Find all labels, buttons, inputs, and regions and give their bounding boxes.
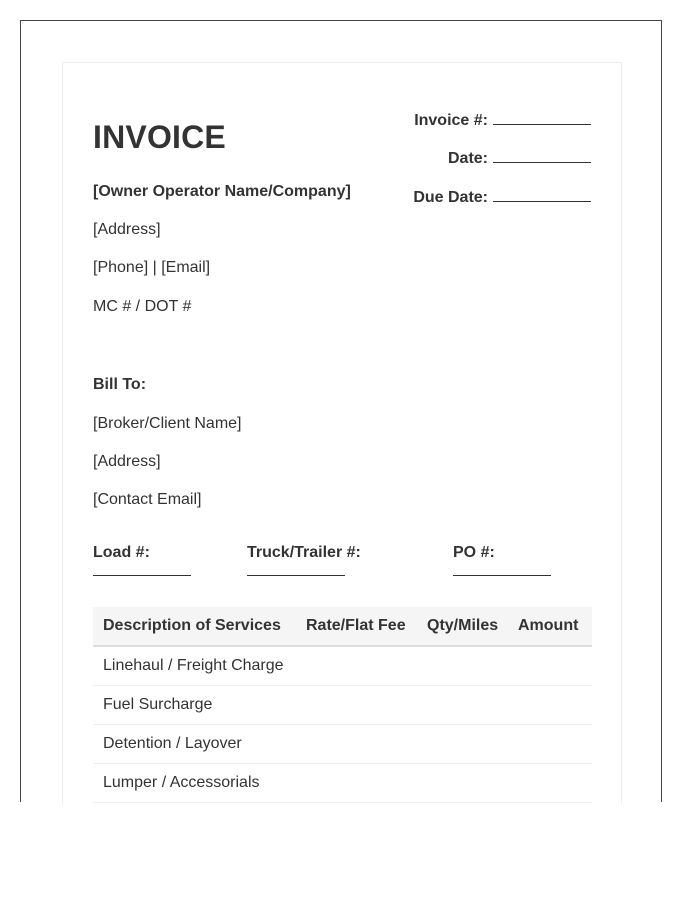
po-number-label: PO #:: [453, 544, 495, 561]
row-amount[interactable]: [509, 685, 592, 724]
due-date-label: Due Date:: [413, 189, 488, 206]
table-row: [93, 685, 592, 724]
row-rate[interactable]: [296, 685, 417, 724]
invoice-title: INVOICE: [93, 119, 226, 155]
col-header-description: Description of Services: [93, 607, 296, 646]
row-rate[interactable]: [296, 724, 417, 763]
bill-to-name: [Broker/Client Name]: [93, 415, 242, 432]
table-row: [93, 763, 592, 802]
row-rate[interactable]: [296, 763, 417, 802]
row-amount[interactable]: [509, 724, 592, 763]
col-header-amount: Amount: [509, 607, 592, 646]
row-qty[interactable]: [417, 763, 509, 802]
table-header-row: [93, 607, 592, 646]
bill-to-address: [Address]: [93, 453, 161, 470]
row-amount[interactable]: [509, 763, 592, 802]
truck-trailer-field[interactable]: [247, 575, 345, 576]
row-rate[interactable]: [296, 646, 417, 685]
page-border: [20, 20, 662, 802]
bill-to-email: [Contact Email]: [93, 491, 202, 508]
row-qty[interactable]: [417, 646, 509, 685]
row-qty[interactable]: [417, 724, 509, 763]
invoice-number-label: Invoice #:: [414, 112, 488, 129]
row-description: Lumper / Accessorials: [93, 763, 296, 802]
col-header-qty: Qty/Miles: [417, 607, 509, 646]
date-field[interactable]: [493, 149, 591, 163]
due-date-row: [413, 188, 591, 207]
load-number-field[interactable]: [93, 575, 191, 576]
po-number-block: [453, 544, 551, 576]
bill-to-label: Bill To:: [93, 376, 147, 393]
invoice-number-row: [414, 111, 591, 130]
truck-trailer-label: Truck/Trailer #:: [247, 544, 361, 561]
table-row: [93, 724, 592, 763]
date-row: [448, 149, 591, 168]
services-table: [93, 607, 592, 803]
row-amount[interactable]: [509, 646, 592, 685]
invoice-number-field[interactable]: [493, 111, 591, 125]
sender-name: [Owner Operator Name/Company]: [93, 183, 351, 200]
sender-mc-dot: MC # / DOT #: [93, 298, 192, 315]
date-label: Date:: [447, 150, 488, 167]
row-qty[interactable]: [417, 685, 509, 724]
col-header-rate: Rate/Flat Fee: [296, 607, 417, 646]
load-number-label: Load #:: [93, 544, 150, 561]
row-description: Linehaul / Freight Charge: [93, 646, 296, 685]
table-row: [93, 646, 592, 685]
sender-contact: [Phone] | [Email]: [93, 259, 211, 276]
load-number-block: [93, 544, 191, 576]
row-description: Detention / Layover: [93, 724, 296, 763]
truck-trailer-block: [247, 544, 361, 576]
row-description: Fuel Surcharge: [93, 685, 296, 724]
invoice-sheet: [62, 62, 622, 804]
po-number-field[interactable]: [453, 575, 551, 576]
due-date-field[interactable]: [493, 188, 591, 202]
sender-address: [Address]: [93, 221, 161, 238]
